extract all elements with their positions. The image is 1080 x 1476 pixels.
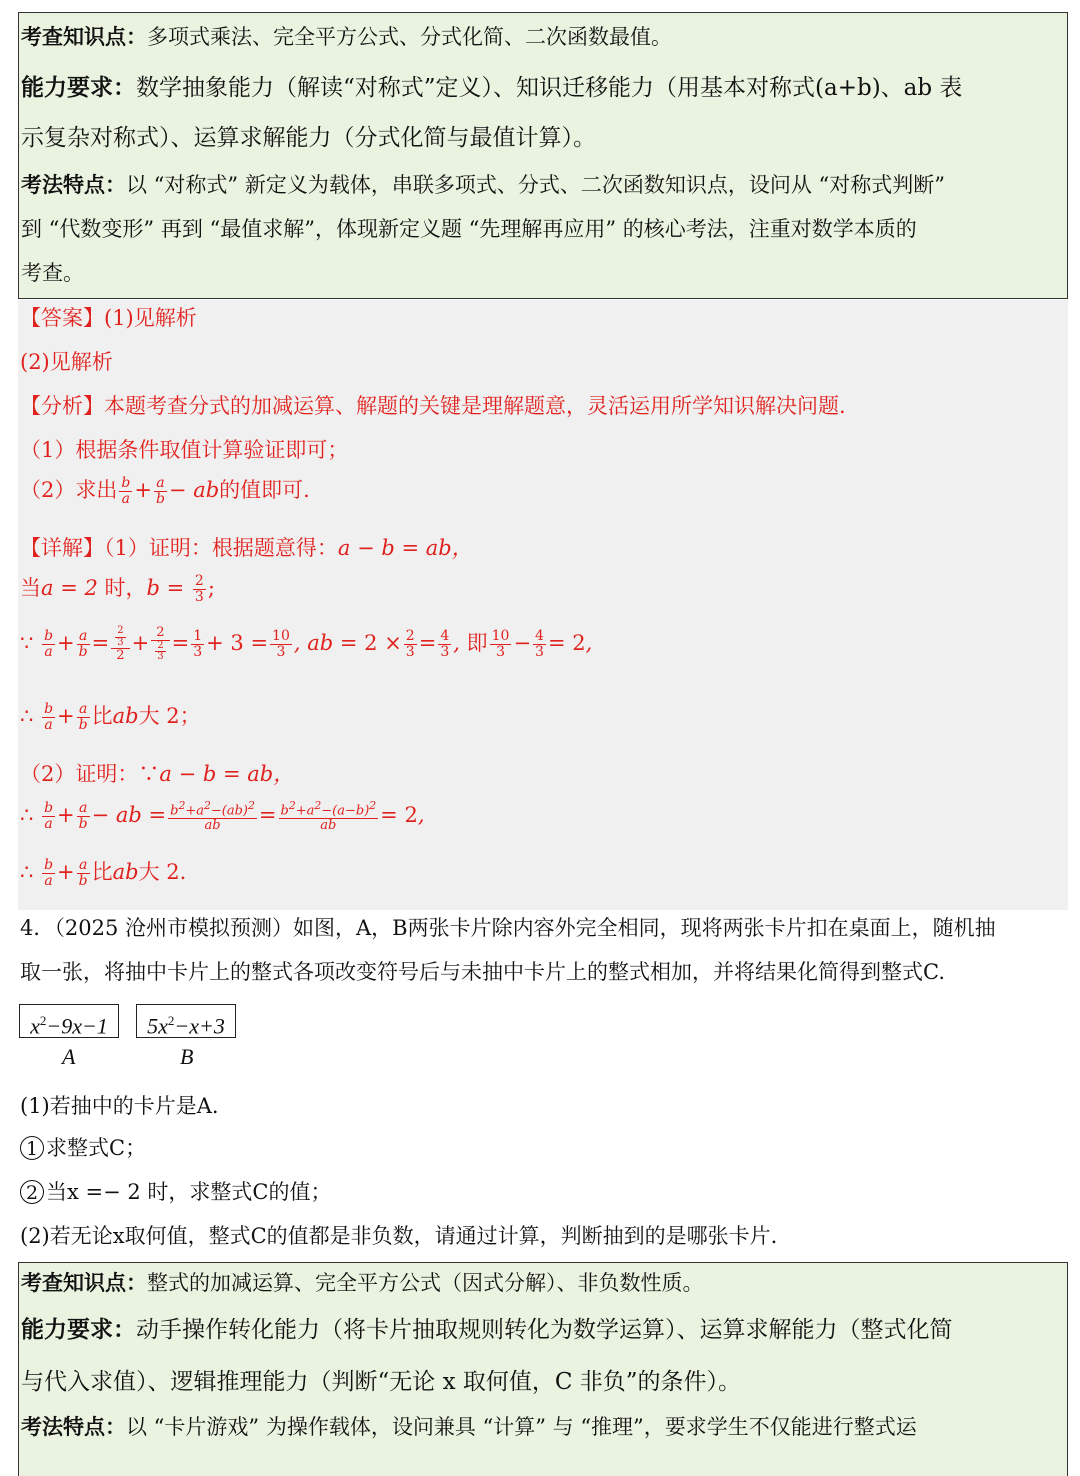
when-prefix: 当 — [20, 576, 41, 600]
therefore-symbol-2: ∴ — [20, 802, 34, 827]
circled-number-1: 1 — [20, 1136, 44, 1160]
knowledge-text-2: 整式的加减运算、完全平方公式（因式分解）、非负数性质。 — [147, 1271, 704, 1295]
feature-line-1 — [21, 169, 945, 199]
conclusion-1-bi: 比 — [91, 704, 113, 728]
analysis-line — [20, 390, 846, 420]
answer-label: 【答案】 — [20, 306, 104, 330]
feature-text-3: 考查。 — [21, 261, 84, 285]
analysis-2-suffix: 的值即可. — [219, 478, 310, 502]
conclusion-3-bi: 比 — [91, 860, 113, 884]
question-text-2: 取一张，将抽中卡片上的整式各项改变符号后与未抽中卡片上的整式相加，并将结果化简得到整式C. — [20, 960, 945, 984]
because-line — [20, 626, 592, 663]
analysis-1: （1）根据条件取值计算验证即可； — [20, 438, 349, 462]
sub-question-1-ii — [20, 1176, 332, 1206]
ji-text: 即 — [466, 630, 488, 655]
ability-label-2: 能力要求： — [21, 1316, 136, 1343]
answer-2: (2)见解析 — [20, 350, 113, 374]
when-a: a = 2 — [41, 576, 98, 600]
detail-1: （1）证明：根据题意得： — [104, 536, 338, 560]
ability-line-1 — [21, 69, 962, 102]
question-line-1 — [20, 912, 996, 942]
summary-box-top — [18, 12, 1068, 299]
card-a-label: A — [62, 1044, 76, 1069]
proof-2-prefix: （2）证明：∵ — [20, 762, 160, 786]
knowledge-text: 多项式乘法、完全平方公式、分式化简、二次函数最值。 — [147, 25, 672, 49]
because-symbol: ∵ — [20, 630, 34, 655]
feature-label: 考法特点： — [21, 172, 126, 197]
feature-line-2-1 — [21, 1411, 917, 1441]
conclusion-3-ab: ab — [112, 860, 139, 884]
analysis-text: 本题考查分式的加减运算、解题的关键是理解题意，灵活运用所学知识解决问题. — [104, 394, 846, 418]
question-text-1: （2025 沧州市模拟预测）如图，A，B两张卡片除内容外完全相同，现将两张卡片扣在桌面上，随机抽 — [54, 916, 996, 940]
feature-text-2-1: 以 “卡片游戏” 为操作载体，设问兼具 “计算” 与 “推理”，要求学生不仅能进行整式运 — [126, 1415, 917, 1439]
therefore-symbol-3: ∴ — [20, 860, 34, 884]
question-number: 4． — [20, 916, 55, 940]
detail-label: 【详解】 — [20, 536, 104, 560]
sub-question-1-i-text: 求整式C； — [46, 1136, 147, 1160]
knowledge-label: 考查知识点： — [21, 24, 147, 49]
ability-text-1: 数学抽象能力（解读“对称式”定义）、知识迁移能力（用基本对称式(a+b)、ab 表 — [136, 75, 963, 101]
feature-text-2: 到 “代数变形” 再到 “最值求解”，体现新定义题 “先理解再应用” 的核心考法，注重对数学本质的 — [21, 217, 917, 241]
analysis-2-line — [20, 474, 310, 507]
proof-2-line — [20, 758, 294, 788]
sub-question-2 — [20, 1220, 777, 1250]
question-line-2 — [20, 956, 945, 986]
feature-line-3 — [21, 257, 84, 287]
card-a: $x^2-9x-1$ — [19, 1004, 119, 1038]
knowledge-line — [21, 21, 672, 51]
conclusion-line-1 — [20, 700, 201, 733]
ji-expression: $\frac{10}{3}$ − $\frac{4}{3}$ = 2, — [491, 628, 593, 660]
card-b-label: B — [180, 1044, 194, 1069]
when-b: b = — [146, 576, 191, 600]
sub-question-1 — [20, 1090, 219, 1120]
when-mid: 时， — [97, 576, 147, 600]
analysis-1-line — [20, 434, 348, 464]
feature-label-2: 考法特点： — [21, 1414, 126, 1439]
therefore-symbol-1: ∴ — [20, 704, 34, 728]
sub-question-2-text: (2)若无论x取何值，整式C的值都是非负数，请通过计算，判断抽到的是哪张卡片. — [20, 1224, 778, 1248]
ability-label: 能力要求： — [21, 74, 136, 101]
proof-2-expression: $\frac{b}{a}$ + $\frac{a}{b}$ − ab = $\frac{b^2+a^2-(ab)^2}{ab}$ = $\frac{b^2+a^2-(a-b)^2}{ab}$ = 2, — [44, 799, 425, 833]
answer-1: (1)见解析 — [104, 306, 197, 330]
answer-line-2 — [20, 346, 113, 376]
feature-text-1: 以 “对称式” 新定义为载体，串联多项式、分式、二次函数知识点，设问从 “对称式判断” — [126, 173, 945, 197]
sub-question-1-text: (1)若抽中的卡片是A. — [20, 1094, 219, 1118]
answer-line-1 — [20, 302, 197, 332]
ability-text-2-2: 与代入求值）、逻辑推理能力（判断“无论 x 取何值，C 非负”的条件）。 — [21, 1369, 742, 1395]
analysis-2-prefix: （2）求出 — [20, 478, 118, 502]
when-line: 当a = 2 时，b = $\frac{2}{3}$ ; — [20, 573, 215, 605]
proof-2-eq: a − b = ab， — [159, 762, 295, 786]
conclusion-line-3 — [20, 856, 186, 889]
conclusion-3-tail: 大 2. — [138, 860, 187, 884]
because-expression: $\frac{b}{a}$ + $\frac{a}{b}$ = $\frac{\frac{2}{3}}{2}$ + $\frac{2}{\frac{2}{3}}$ = $\frac{1}{3}$ + 3 = $\frac{10}{3}$ , ab = 2 × $\frac{2}{3}$ = $\frac{4}{3}$ , — [44, 625, 467, 663]
conclusion-line-2 — [20, 800, 425, 833]
conclusion-1-ab: ab — [112, 704, 139, 728]
conclusion-1-fractions: $\frac{b}{a}$ + $\frac{a}{b}$ — [44, 701, 88, 733]
conclusion-3-fractions: $\frac{b}{a}$ + $\frac{a}{b}$ — [44, 857, 88, 889]
feature-line-2 — [21, 213, 917, 243]
ability-line-2-1 — [21, 1311, 953, 1344]
summary-box-bottom — [18, 1262, 1068, 1476]
circled-number-2: 2 — [20, 1180, 44, 1204]
ability-line-2 — [21, 119, 596, 152]
card-b: $5x^2-x+3$ — [136, 1004, 236, 1038]
ability-line-2-2 — [21, 1363, 741, 1396]
sub-question-1-i — [20, 1132, 146, 1162]
two-thirds-fraction: $\frac{2}{3}$ — [194, 573, 204, 605]
sub-question-1-ii-text: 当x =− 2 时，求整式C的值； — [46, 1180, 332, 1204]
detail-1-eq: a − b = ab， — [337, 536, 473, 560]
analysis-label: 【分析】 — [20, 394, 104, 418]
knowledge-line-2 — [21, 1267, 704, 1297]
ability-text-2: 示复杂对称式）、运算求解能力（分式化简与最值计算）。 — [21, 125, 596, 151]
ability-text-2-1: 动手操作转化能力（将卡片抽取规则转化为数学运算）、运算求解能力（整式化简 — [136, 1317, 953, 1343]
detail-line-1 — [20, 532, 473, 562]
knowledge-label-2: 考查知识点： — [21, 1270, 147, 1295]
conclusion-1-tail: 大 2； — [138, 704, 201, 728]
analysis-2-expression: $\frac{b}{a}$ + $\frac{a}{b}$ − ab — [121, 475, 220, 507]
